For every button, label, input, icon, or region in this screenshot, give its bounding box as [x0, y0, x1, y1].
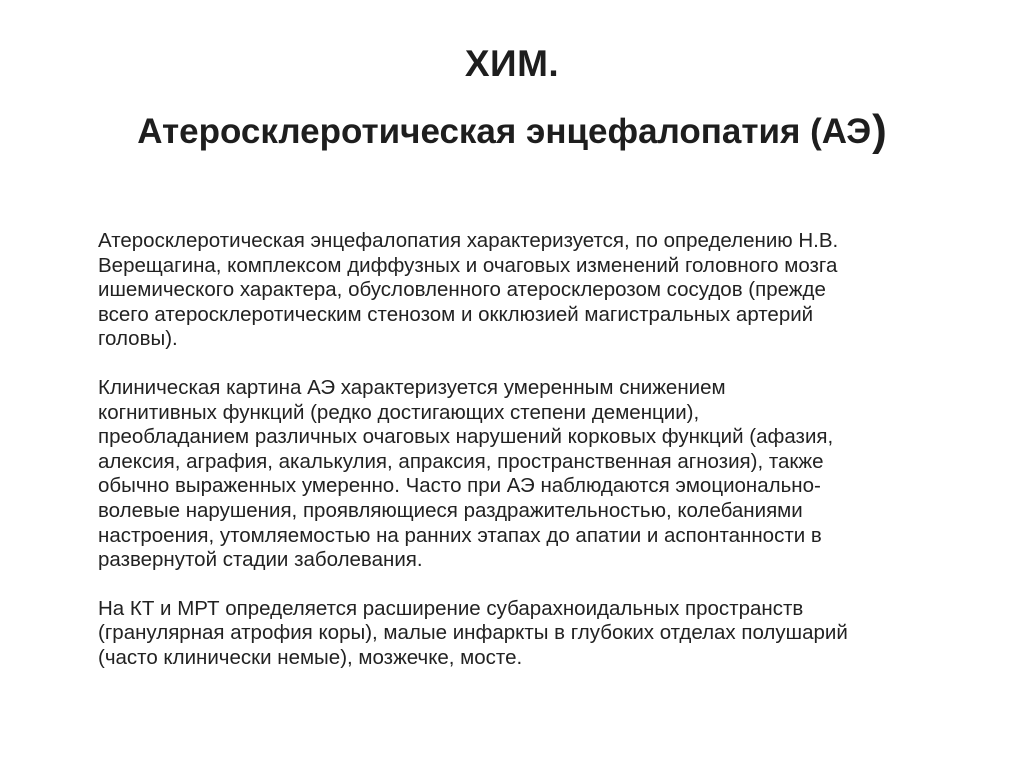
text-line: Верещагина, комплексом диффузных и очаговых изменений головного мозга [98, 253, 838, 277]
text-line: когнитивных функций (редко достигающих степени деменции), [98, 400, 700, 424]
paragraph-clinical-picture [98, 376, 978, 573]
text-line: волевые нарушения, проявляющиеся раздражительностью, колебаниями [98, 498, 803, 522]
text-line: ишемического характера, обусловленного атеросклерозом сосудов (прежде [98, 278, 826, 302]
text-line: развернутой стадии заболевания. [98, 548, 423, 572]
text-line: всего атеросклеротическим стенозом и окклюзией магистральных артерий [98, 302, 814, 326]
slide-title [60, 38, 964, 157]
title-heading-text: Атеросклеротическая энцефалопатия (АЭ [137, 112, 872, 151]
title-closing-paren: ) [872, 106, 887, 155]
text-line: настроения, утомляемостью на ранних этапах до апатии и аспонтанности в [98, 523, 822, 547]
text-line: (часто клинически немые), мозжечке, мосте. [98, 645, 523, 669]
slide-body [98, 229, 978, 695]
text-line: Атеросклеротическая энцефалопатия характеризуется, по определению Н.В. [98, 229, 839, 252]
text-line: головы). [98, 327, 178, 351]
text-line: преобладанием различных очаговых нарушений корковых функций (афазия, [98, 425, 834, 449]
text-line: Клиническая картина АЭ характеризуется умеренным снижением [98, 375, 726, 399]
text-line: алексия, аграфия, акалькулия, апраксия, пространственная агнозия), также [98, 449, 824, 473]
paragraph-imaging [98, 597, 978, 671]
text-line: На КТ и МРТ определяется расширение субарахноидальных пространств [98, 596, 804, 620]
text-line: (гранулярная атрофия коры), малые инфаркты в глубоких отделах полушарий [98, 621, 848, 645]
text-line: обычно выраженных умеренно. Часто при АЭ наблюдаются эмоционально- [98, 474, 821, 498]
title-abbreviation: ХИМ. [464, 43, 560, 84]
paragraph-definition [98, 229, 978, 352]
title-heading [60, 104, 964, 157]
